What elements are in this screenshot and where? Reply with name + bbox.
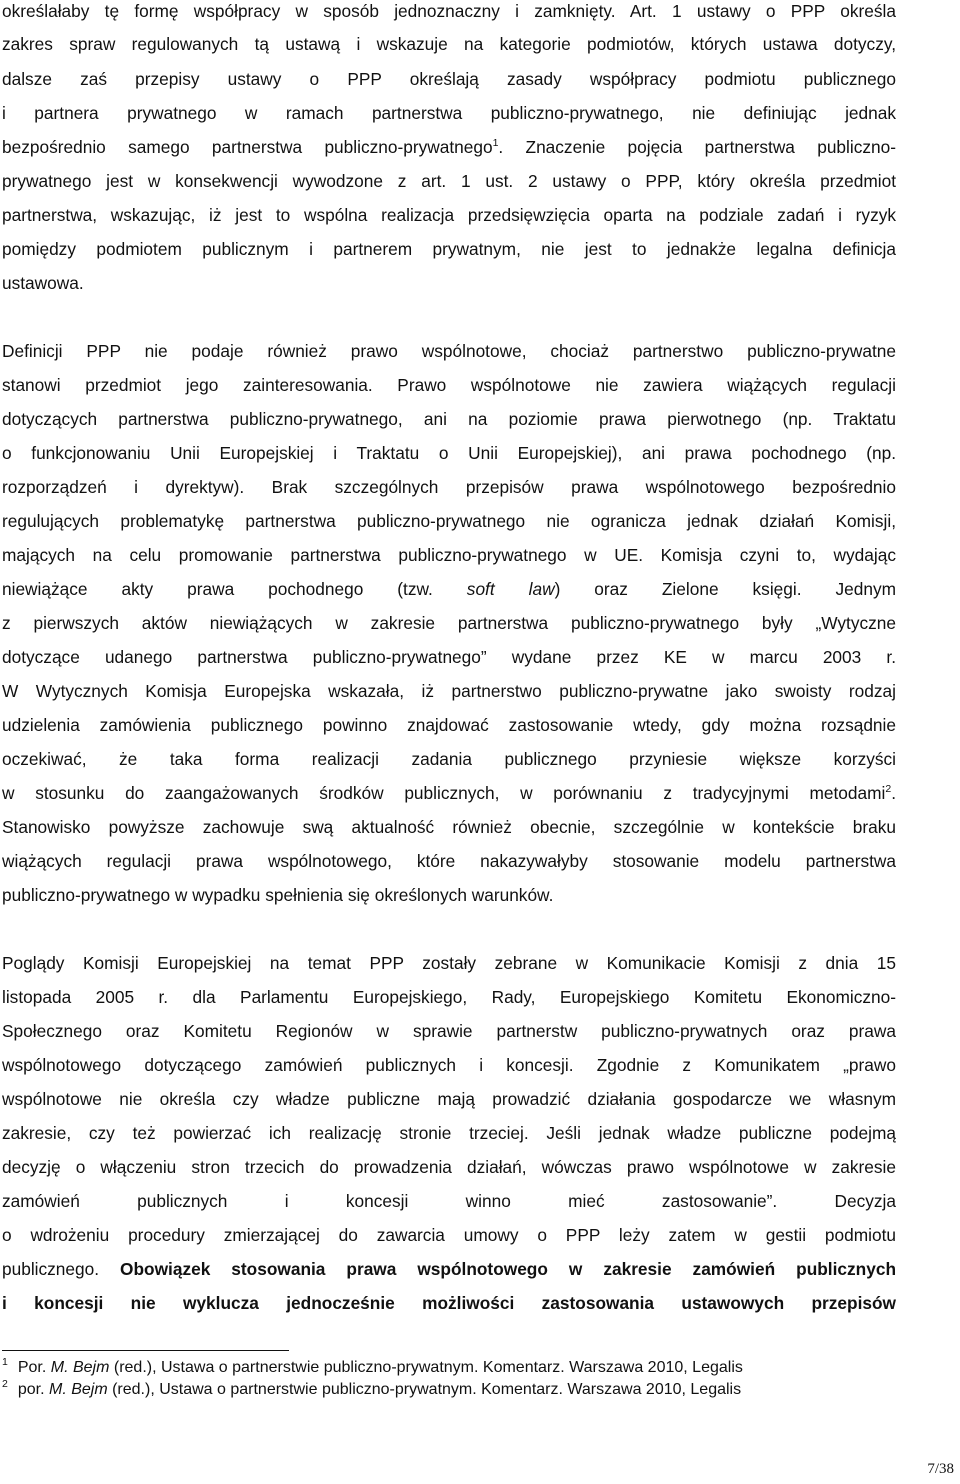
page-number: 7/38 bbox=[927, 1461, 954, 1477]
text-line bbox=[2, 1020, 896, 1042]
line-text: W Wytycznych Komisja Europejska wskazała, iż partnerstwo publiczno-prywatne jako swoisty rodzaj bbox=[2, 681, 896, 701]
footnote-number: 2 bbox=[2, 1378, 8, 1390]
line-text: rozporządzeń i dyrektyw). Brak szczególnych przepisów prawa wspólnotowego bezpośrednio bbox=[2, 477, 896, 497]
text-line bbox=[2, 272, 896, 294]
text-line bbox=[2, 578, 896, 600]
line-text: o funkcjonowaniu Unii Europejskiej i Traktatu o Unii Europejskiej), ani prawa pochodnego (np. bbox=[2, 443, 896, 463]
line-text: partnerstwa, wskazując, iż jest to wspólna realizacja przedsięwzięcia oparta na podziale zadań i ryzyk bbox=[2, 205, 896, 225]
text-line bbox=[2, 68, 896, 90]
text-line bbox=[2, 1258, 896, 1280]
bold-text: i koncesji nie wyklucza jednocześnie możliwości zastosowania ustawowych przepisów bbox=[2, 1293, 896, 1313]
text-line bbox=[2, 238, 896, 260]
text-line bbox=[2, 136, 896, 158]
text-line bbox=[2, 612, 896, 634]
line-text: Definicji PPP nie podaje również prawo wspólnotowe, chociaż partnerstwo publiczno-prywatne bbox=[2, 341, 896, 361]
text-line bbox=[2, 884, 896, 906]
text-line bbox=[2, 952, 896, 974]
line-text: Poglądy Komisji Europejskiej na temat PPP zostały zebrane w Komunikacie Komisji z dnia 15 bbox=[2, 953, 896, 973]
footnote-separator bbox=[2, 1350, 289, 1351]
line-text: bezpośrednio samego partnerstwa publiczno-prywatnego bbox=[2, 137, 493, 157]
line-text-cont: . Znaczenie pojęcia partnerstwa publiczno- bbox=[498, 137, 896, 157]
line-text: stanowi przedmiot jego zainteresowania. Prawo wspólnotowe nie zawiera wiążących regulacji bbox=[2, 375, 896, 395]
text-line bbox=[2, 476, 896, 498]
text-line bbox=[2, 1122, 896, 1144]
line-text: zakres spraw regulowanych tą ustawą i wskazuje na kategorie podmiotów, których ustawa dotyczy, bbox=[2, 34, 896, 54]
text-line bbox=[2, 816, 896, 838]
line-text: wspólnotowe nie określa czy władze publiczne mają prowadzić działania gospodarcze we własnym bbox=[2, 1089, 896, 1109]
text-line bbox=[2, 1190, 896, 1212]
text-line bbox=[2, 1054, 896, 1076]
footnote-text: (red.), Ustawa o partnerstwie publiczno-prywatnym. Komentarz. Warszawa 2010, Legalis bbox=[109, 1359, 743, 1376]
footnote bbox=[2, 1358, 902, 1378]
line-text: dotyczące udanego partnerstwa publiczno-prywatnego” wydane przez KE w marcu 2003 r. bbox=[2, 647, 896, 667]
text-line bbox=[2, 1292, 896, 1314]
line-text: listopada 2005 r. dla Parlamentu Europejskiego, Rady, Europejskiego Komitetu Ekonomiczno- bbox=[2, 987, 896, 1007]
line-text: decyzję o włączeniu stron trzecich do prowadzenia działań, wówczas prawo wspólnotowe w zakresie bbox=[2, 1157, 896, 1177]
line-text: udzielenia zamówienia publicznego powinno znajdować zastosowanie wtedy, gdy można rozsądnie bbox=[2, 715, 896, 735]
text-line bbox=[2, 510, 896, 532]
line-text-cont: . bbox=[891, 783, 896, 803]
text-line bbox=[2, 33, 896, 55]
line-text: mających na celu promowanie partnerstwa publiczno-prywatnego w UE. Komisja czyni to, wydając bbox=[2, 545, 896, 565]
line-text: pomiędzy podmiotem publicznym i partnerem prywatnym, nie jest to jednakże legalna definicja bbox=[2, 239, 896, 259]
text-line bbox=[2, 782, 896, 804]
text-line bbox=[2, 170, 896, 192]
line-text: Stanowisko powyższe zachowuje swą aktualność również obecnie, szczególnie w kontekście braku bbox=[2, 817, 896, 837]
line-text: o wdrożeniu procedury zmierzającej do zawarcia umowy o PPP leży zatem w gestii podmiotu bbox=[2, 1225, 896, 1245]
footnote-text: (red.), Ustawa o partnerstwie publiczno-prywatnym. Komentarz. Warszawa 2010, Legalis bbox=[107, 1381, 742, 1398]
line-text: w stosunku do zaangażowanych środków publicznych, w porównaniu z tradycyjnymi metodami bbox=[2, 783, 886, 803]
line-text: dotyczących partnerstwa publiczno-prywatnego, ani na poziomie prawa pierwotnego (np. Traktatu bbox=[2, 409, 896, 429]
footnote-author: M. Bejm bbox=[50, 1359, 110, 1376]
line-text: oczekiwać, że taka forma realizacji zadania publicznego przyniesie większe korzyści bbox=[2, 749, 896, 769]
line-text: wspólnotowego dotyczącego zamówień publicznych i koncesji. Zgodnie z Komunikatem „prawo bbox=[2, 1055, 896, 1075]
line-text: niewiążące akty prawa pochodnego (tzw. bbox=[2, 579, 467, 599]
text-line bbox=[2, 680, 896, 702]
line-text: i partnera prywatnego w ramach partnerstwa publiczno-prywatnego, nie definiując jednak bbox=[2, 103, 896, 123]
text-line bbox=[2, 204, 896, 226]
footnote-ref: 1 bbox=[492, 137, 499, 149]
footnote bbox=[2, 1380, 902, 1400]
text-line bbox=[2, 374, 896, 396]
text-line bbox=[2, 102, 896, 124]
line-text: publiczno-prywatnego w wypadku spełnienia się określonych warunków. bbox=[2, 885, 554, 905]
text-line bbox=[2, 1224, 896, 1246]
line-text: regulujących problematykę partnerstwa publiczno-prywatnego nie ogranicza jednak działań Komisji, bbox=[2, 511, 896, 531]
text-line bbox=[2, 646, 896, 668]
line-text: prywatnego jest w konsekwencji wywodzone z art. 1 ust. 2 ustawy o PPP, który określa przedmiot bbox=[2, 171, 896, 191]
line-text: ustawowa. bbox=[2, 273, 84, 293]
italic-text: soft law bbox=[466, 579, 555, 599]
line-text: zamówień publicznych i koncesji winno mieć zastosowanie”. Decyzja bbox=[2, 1191, 896, 1211]
text-line bbox=[2, 1156, 896, 1178]
footnote-text: por. bbox=[17, 1381, 49, 1398]
footnote-number: 1 bbox=[2, 1356, 8, 1368]
line-text: zakresie, czy też powierzać ich realizację stronie trzeciej. Jeśli jednak władze publiczne podejmą bbox=[2, 1123, 896, 1143]
footnote-text: Por. bbox=[17, 1359, 51, 1376]
text-line bbox=[2, 748, 896, 770]
line-text: z pierwszych aktów niewiążących w zakresie partnerstwa publiczno-prywatnego były „Wytyczne bbox=[2, 613, 896, 633]
text-line bbox=[2, 408, 896, 430]
text-line bbox=[2, 986, 896, 1008]
text-line bbox=[2, 1088, 896, 1110]
text-line bbox=[2, 850, 896, 872]
footnote-author: M. Bejm bbox=[48, 1381, 108, 1398]
text-line bbox=[2, 544, 896, 566]
bold-text: Obowiązek stosowania prawa wspólnotowego w zakresie zamówień publicznych bbox=[120, 1259, 896, 1279]
footnote-ref: 2 bbox=[885, 783, 892, 795]
text-line bbox=[2, 714, 896, 736]
line-text: dalsze zaś przepisy ustawy o PPP określają zasady współpracy podmiotu publicznego bbox=[2, 69, 896, 89]
text-line bbox=[2, 0, 896, 22]
text-line bbox=[2, 340, 896, 362]
text-line bbox=[2, 442, 896, 464]
line-text: określałaby tę formę współpracy w sposób jednoznaczny i zamknięty. Art. 1 ustawy o PPP określa bbox=[2, 1, 896, 21]
line-text: publicznego. bbox=[2, 1259, 121, 1279]
line-text: wiążących regulacji prawa wspólnotowego, które nakazywałyby stosowanie modelu partnerstwa bbox=[2, 851, 896, 871]
line-text-cont: ) oraz Zielone księgi. Jednym bbox=[554, 579, 896, 599]
line-text: Społecznego oraz Komitetu Regionów w sprawie partnerstw publiczno-prywatnych oraz prawa bbox=[2, 1021, 896, 1041]
